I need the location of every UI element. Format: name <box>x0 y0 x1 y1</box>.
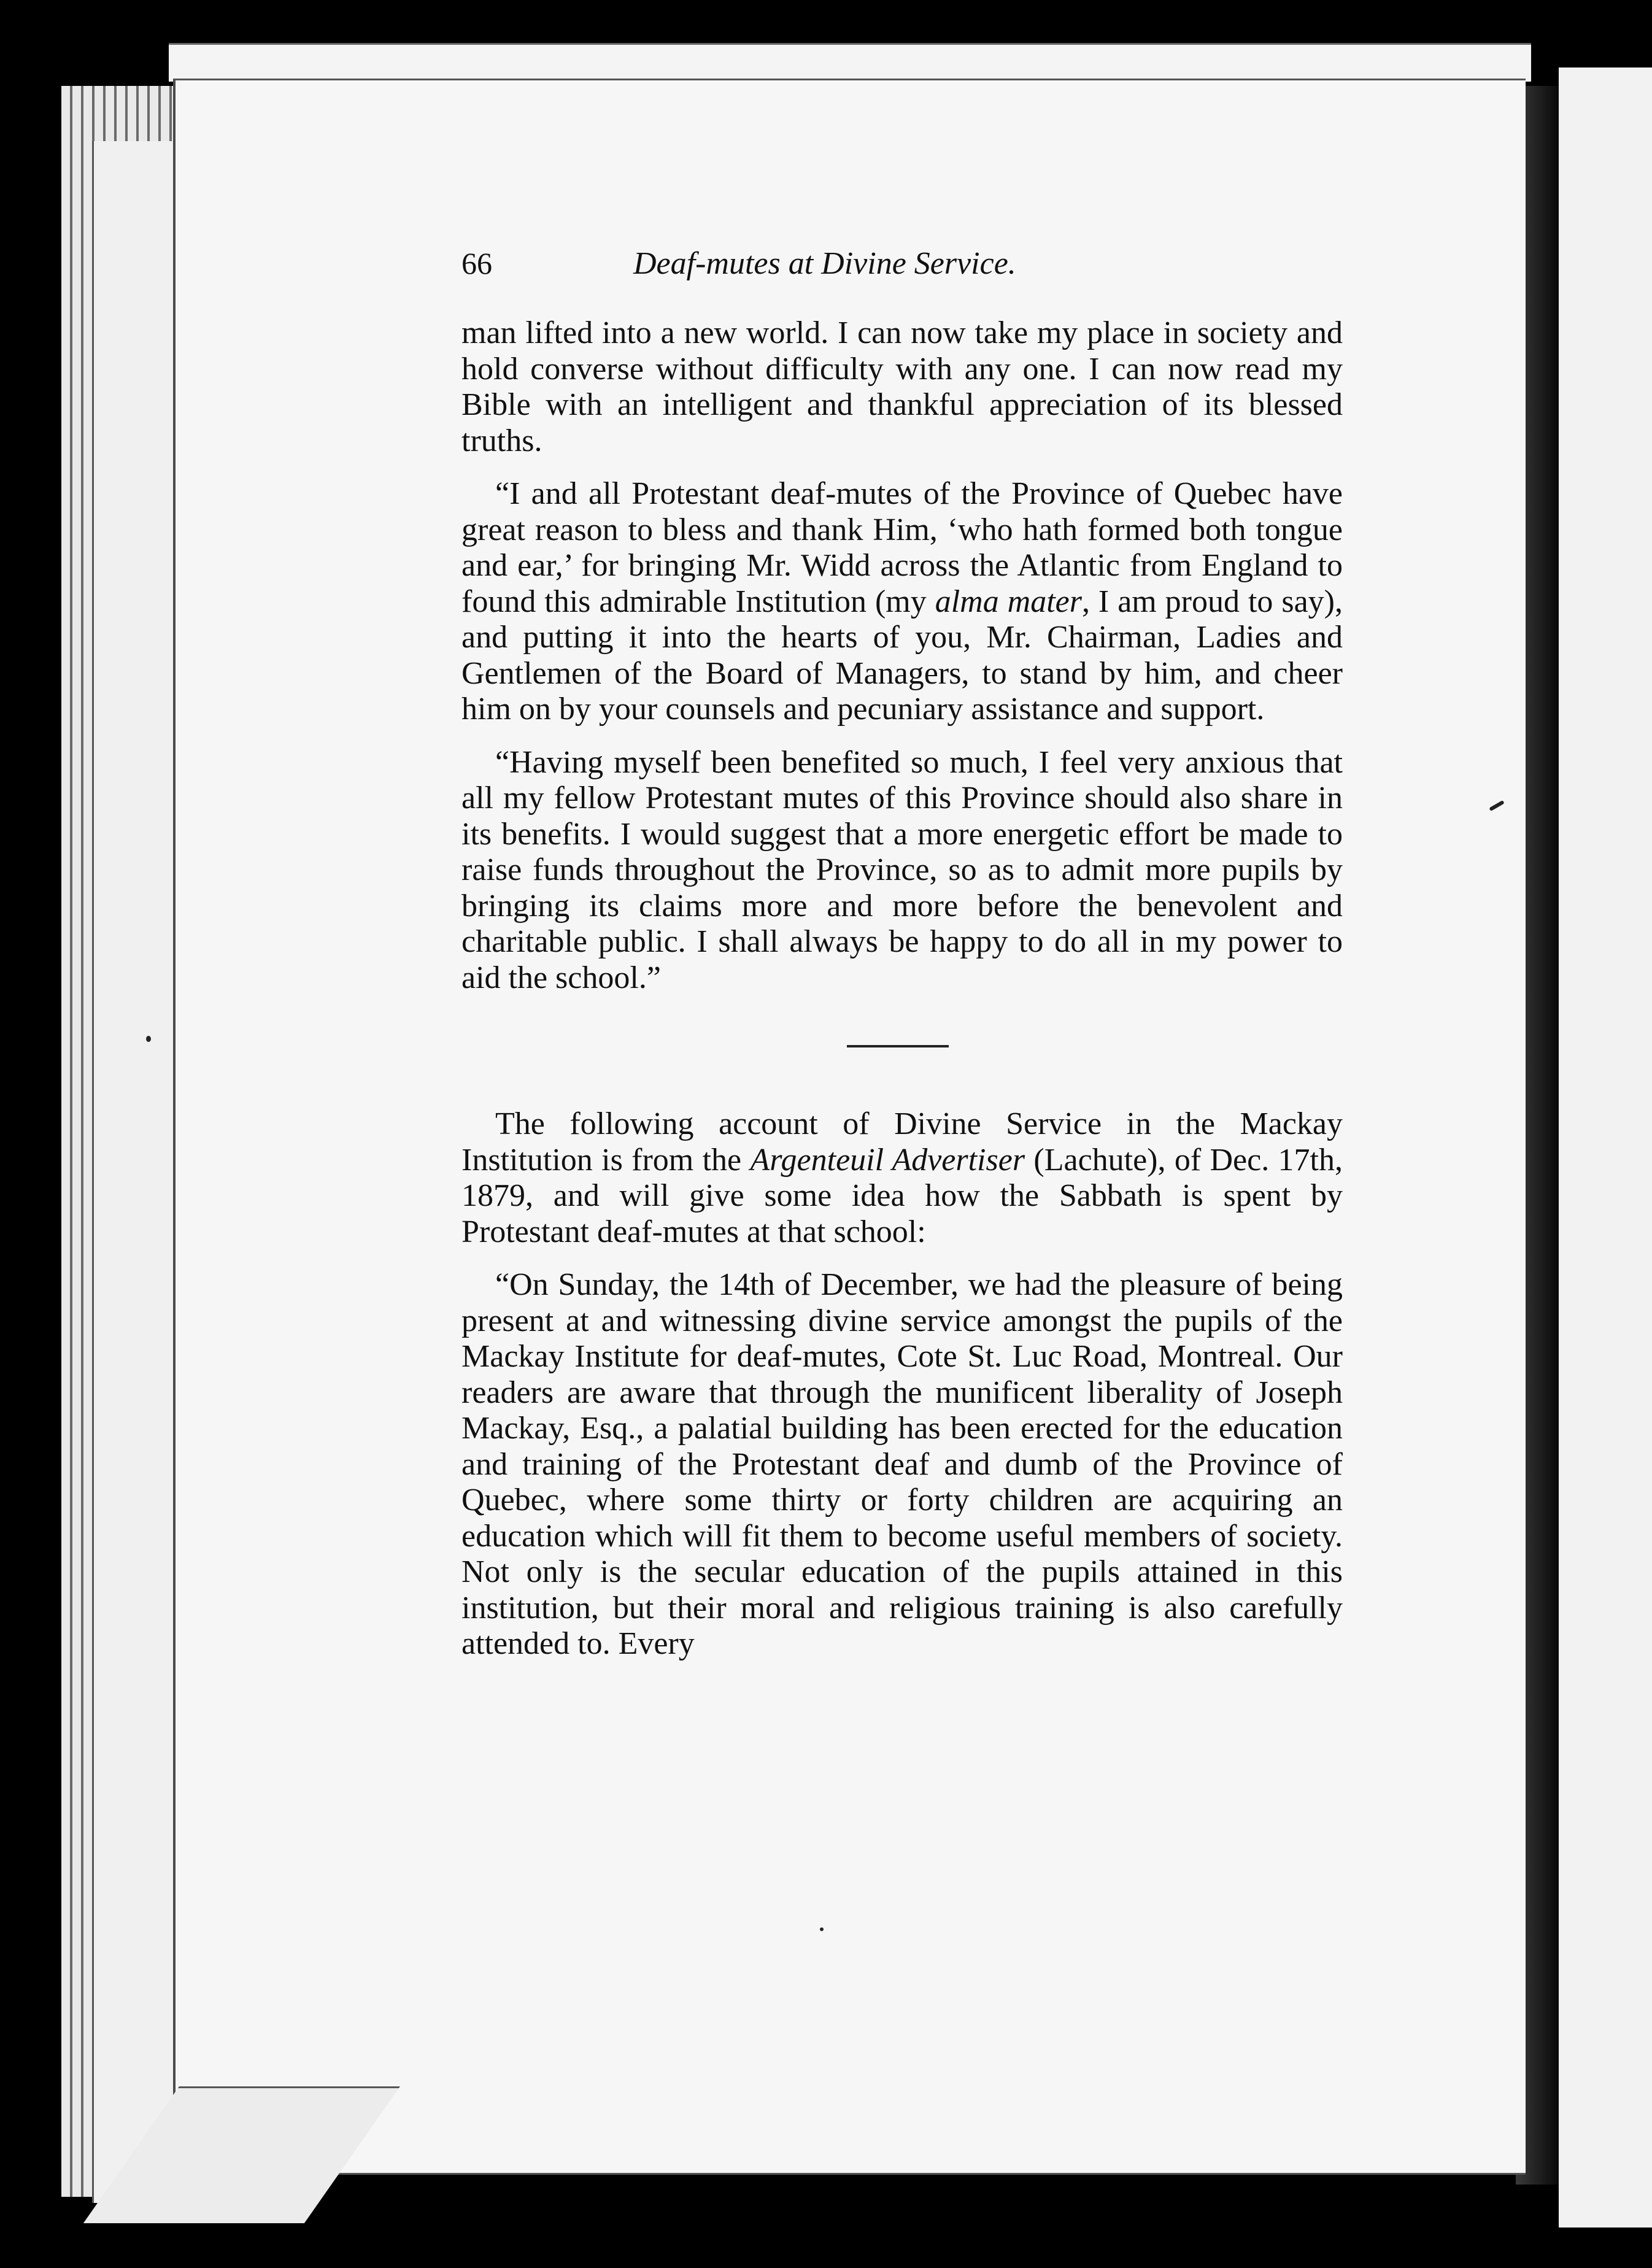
scan-speck <box>146 1036 151 1042</box>
section-divider <box>847 1045 949 1047</box>
paragraph: man lifted into a new world. I can now take my place in society and hold converse without difficulty with any one. I can now read my Bible with an intelligent and thankful appreciation of its blessed truths. <box>461 315 1343 458</box>
book-top-edge <box>169 43 1531 82</box>
page-text <box>461 245 1343 1680</box>
paragraph-text: (Lachute), of Dec. 17th, 1879, and will give some idea how the Sabbath is spent by Protestant deaf-mutes at that school: <box>461 1142 1343 1249</box>
paragraph-text: The following account of Divine Service in the Mackay Institution is from the <box>461 1106 1343 1178</box>
running-title: Deaf-mutes at Divine Service. <box>633 246 1016 281</box>
paragraph: “Having myself been benefited so much, I feel very anxious that all my fellow Protestant mutes of this Province should also share in its benefits. I would suggest that a more energetic effort be made to raise funds throughout the Province, so as to admit more pupils by bringing its claims more and more before the benevolent and charitable public. I shall always be happy to do all in my power to aid the school.” <box>461 744 1343 995</box>
scan-speck <box>820 1927 824 1931</box>
paragraph-text: , I am proud to say), and putting it into the hearts of you, Mr. Chairman, Ladies and Gentlemen of the Board of Managers, to stand by him, and cheer him on by your counsels and pecuniary assistance and support. <box>461 584 1343 727</box>
running-head <box>461 245 1343 295</box>
page-number: 66 <box>461 246 492 280</box>
paragraph: “On Sunday, the 14th of December, we had the pleasure of being present at and witnessing divine service amongst the pupils of the Mackay Institute for deaf-mutes, Cote St. Luc Road, Montreal. Our readers are aware that through the munificent liberality of Joseph Mackay, Esq., a palatial building has been erected for the education and training of the Protestant deaf and dumb of the Province of Quebec, where some thirty or forty children are acquiring an education which will fit them to become useful members of society. Not only is the secular education of the pupils attained in this institution, but their moral and religious training is also carefully attended to. Every <box>461 1267 1343 1661</box>
paragraph <box>461 1106 1343 1250</box>
facing-page-edge <box>1559 68 1652 2228</box>
paragraph-italic-text: Argenteuil Advertiser <box>750 1142 1025 1178</box>
paragraph-text: “I and all Protestant deaf-mutes of the Province of Quebec have great reason to bless and thank Him, ‘who hath formed both tongue and ear,’ for bringing Mr. Widd across the Atlantic from England to found this admirable Institution (my <box>461 476 1343 619</box>
paragraph-italic-text: alma mater <box>935 584 1082 619</box>
paragraph <box>461 476 1343 728</box>
